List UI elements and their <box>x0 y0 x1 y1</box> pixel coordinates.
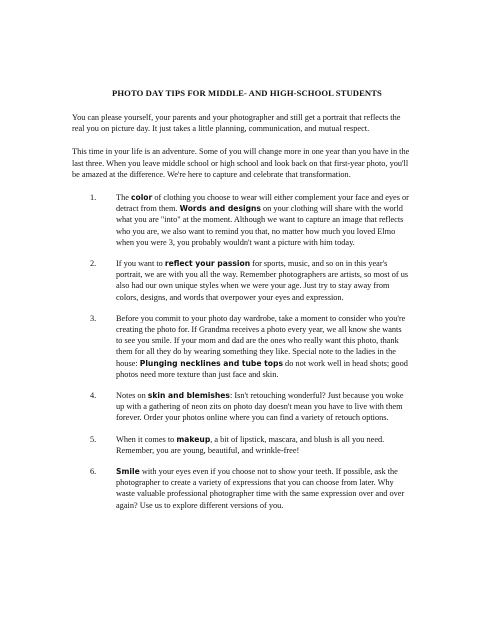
tips-list <box>72 192 410 511</box>
tip-text-run: on your clothing will share with the world what you are "into" at the moment. Although we want to capture an image that reflects who you are, we also want to remind you that, no matter how much you loved Elmo when you were 3, you probably wouldn't want a picture with him today. <box>116 204 404 247</box>
tip-keyword: color <box>130 193 153 203</box>
tip-number: 2. <box>90 259 97 269</box>
tip-keyword: reflect your passion <box>164 259 251 269</box>
tip-keyword: Plunging necklines and tube tops <box>139 358 283 368</box>
tip-item <box>72 258 410 303</box>
tip-number: 3. <box>90 313 97 323</box>
tip-item <box>72 192 410 248</box>
tip-keyword: skin and blemishes <box>147 391 230 401</box>
tip-number: 6. <box>90 467 97 477</box>
tip-text-run: If you want to <box>116 259 165 269</box>
tip-text-run: for sports, music, and so on in this year's portrait, we are with you all the way. Remember photographers are artists, so most of us also had our own unique styles when we were your age. Just try to stay away from colors, designs, and words that overpower your eyes and expression. <box>116 259 409 302</box>
tip-text <box>116 390 410 424</box>
tip-text <box>116 466 410 511</box>
tip-text-run: do not work well in head shots; good photos need more texture than just face and skin. <box>116 358 408 379</box>
tip-item <box>72 390 410 424</box>
tip-text-run: : Isn't retouching wonderful? Just because you woke up with a gathering of neon zits on photo day doesn't mean you have to live with them forever. Order your photos online where you can find a variety of retouch options. <box>116 391 404 423</box>
tip-text-run: The <box>116 193 131 203</box>
tip-text <box>116 192 410 248</box>
tip-text <box>116 258 410 303</box>
tip-text-run: with your eyes even if you choose not to show your teeth. If possible, ask the photographer to create a variety of expressions that you can choose from later. Why waste valuable professional photographer time with the same expression over and over again? Use us to explore different versions of you. <box>116 467 405 510</box>
tip-keyword: Smile <box>116 467 140 477</box>
tip-number: 1. <box>90 193 97 203</box>
tip-text-run: , a bit of lipstick, mascara, and blush is all you need. Remember, you are young, beautiful, and wrinkle-free! <box>116 434 385 455</box>
tip-text <box>116 434 410 456</box>
document-title: PHOTO DAY TIPS FOR MIDDLE- AND HIGH-SCHOOL STUDENTS <box>112 88 382 98</box>
tip-text-run: Before you commit to your photo day wardrobe, take a moment to consider who you're creating the photo for. If Grandma receives a photo every year, we all know she wants to see you smile. If your mom and dad are the ones who really want this photo, thank them for all they do by wearing something they like. Special note to the ladies in the house: <box>116 313 406 368</box>
tip-number: 5. <box>90 434 97 444</box>
tip-keyword: Words and designs <box>179 204 261 214</box>
tip-item <box>72 434 410 456</box>
tip-keyword: makeup <box>176 434 211 444</box>
tip-text <box>116 313 410 380</box>
tip-text-run: of clothing you choose to wear will either complement your face and eyes or detract from them. <box>116 193 409 214</box>
tip-number: 4. <box>90 391 97 401</box>
intro-paragraph-2: This time in your life is an adventure. Some of you will change more in one year than you have in the last three. When you leave middle school or high school and look back on that first-year photo, you'll be amazed at the difference. We're here to capture and celebrate that transformation. <box>72 147 410 179</box>
intro-paragraph-1: You can please yourself, your parents and your photographer and still get a portrait that reflects the real you on picture day. It just takes a little planning, communication, and mutual respect. <box>72 113 401 134</box>
tip-item <box>72 313 410 380</box>
tip-item <box>72 466 410 511</box>
tip-text-run: Notes on <box>116 391 148 401</box>
tip-text-run: When it comes to <box>116 434 177 444</box>
